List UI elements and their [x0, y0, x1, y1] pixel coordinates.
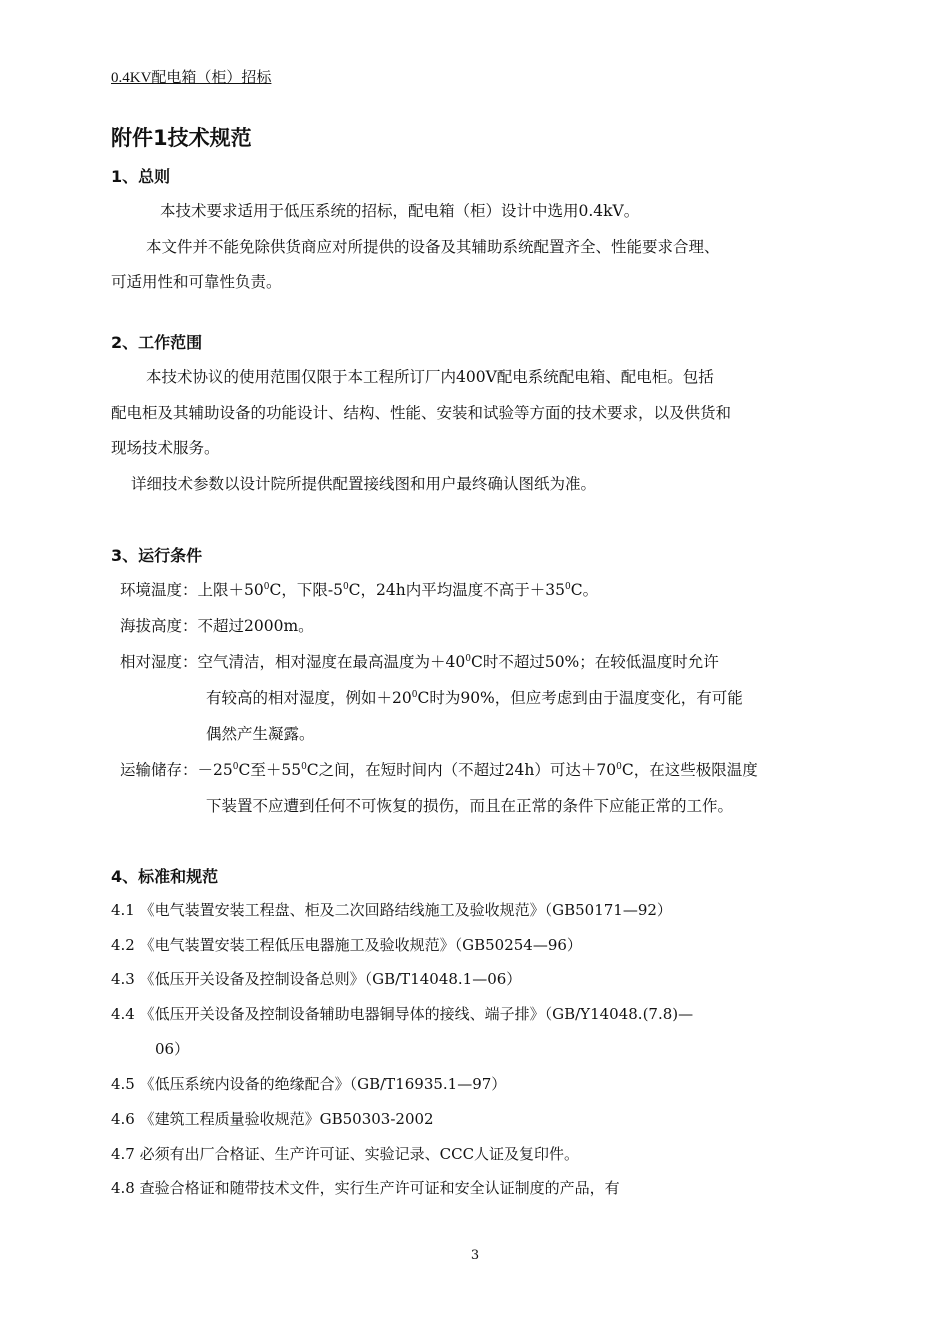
paragraph-scope-1-line1: 本技术协议的使用范围仅限于本工程所订厂内400V配电系统配电箱、配电柜。包括 — [146, 368, 714, 386]
section-heading-conditions: 3、运行条件 — [111, 546, 203, 565]
condition-transport-line1: 运输储存：$-25^0C$至$+55^0C$之间，在短时间内（不超过24h）可达$+70^0C$，在这些极限温度 — [120, 761, 758, 779]
condition-ambient-temperature: 环境温度：上限$+50^0C$，下限$-5^0C$，24h内平均温度不高于$+35^0C$。 — [120, 581, 599, 599]
standard-item: 4.4 《低压开关设备及控制设备辅助电器铜导体的接线、端子排》（GB/Y14048.(7.8)— — [111, 1005, 694, 1023]
section-heading-general: 1、总则 — [111, 167, 171, 186]
section-heading-scope: 2、工作范围 — [111, 333, 203, 352]
paragraph-general-1: 本技术要求适用于低压系统的招标，配电箱（柜）设计中选用0.4kV。 — [160, 202, 640, 220]
paragraph-general-2-line1: 本文件并不能免除供货商应对所提供的设备及其辅助系统配置齐全、性能要求合理、 — [146, 238, 720, 256]
paragraph-scope-1-line2: 配电柜及其辅助设备的功能设计、结构、性能、安装和试验等方面的技术要求，以及供货和 — [111, 404, 732, 422]
condition-altitude: 海拔高度：不超过2000m。 — [120, 617, 314, 635]
condition-humidity-line1: 相对湿度：空气清洁，相对湿度在最高温度为$+40^0C$时不超过50%；在较低温度时允许 — [120, 653, 719, 671]
standard-item: 4.6 《建筑工程质量验收规范》GB50303-2002 — [111, 1110, 434, 1128]
condition-humidity-line2: 有较高的相对湿度，例如$+20^0C$时为90%，但应考虑到由于温度变化，有可能 — [206, 689, 743, 707]
condition-transport-line2: 下装置不应遭到任何不可恢复的损伤，而且在正常的条件下应能正常的工作。 — [206, 797, 734, 815]
section-heading-standards: 4、标准和规范 — [111, 867, 219, 886]
standard-item: 4.8 查验合格证和随带技术文件，实行生产许可证和安全认证制度的产品，有 — [111, 1179, 620, 1197]
header-note: 0.4KV配电箱（柜）招标 — [111, 70, 272, 86]
condition-humidity-line3: 偶然产生凝露。 — [206, 725, 315, 743]
paragraph-scope-1-line3: 现场技术服务。 — [111, 439, 220, 457]
paragraph-scope-2: 详细技术参数以设计院所提供配置接线图和用户最终确认图纸为准。 — [131, 475, 597, 493]
page-number: 3 — [470, 1248, 480, 1263]
standard-item-continuation: 06） — [155, 1040, 190, 1058]
paragraph-general-2-line2: 可适用性和可靠性负责。 — [111, 273, 282, 291]
standard-item: 4.3 《低压开关设备及控制设备总则》（GB/T14048.1—06） — [111, 970, 522, 988]
page-title: 附件1技术规范 — [111, 126, 252, 150]
standard-item: 4.1 《电气装置安装工程盘、柜及二次回路结线施工及验收规范》（GB50171—92） — [111, 901, 672, 919]
standard-item: 4.2 《电气装置安装工程低压电器施工及验收规范》（GB50254—96） — [111, 936, 582, 954]
standard-item: 4.5 《低压系统内设备的绝缘配合》（GB/T16935.1—97） — [111, 1075, 507, 1093]
standard-item: 4.7 必须有出厂合格证、生产许可证、实验记录、CCC人证及复印件。 — [111, 1145, 580, 1163]
